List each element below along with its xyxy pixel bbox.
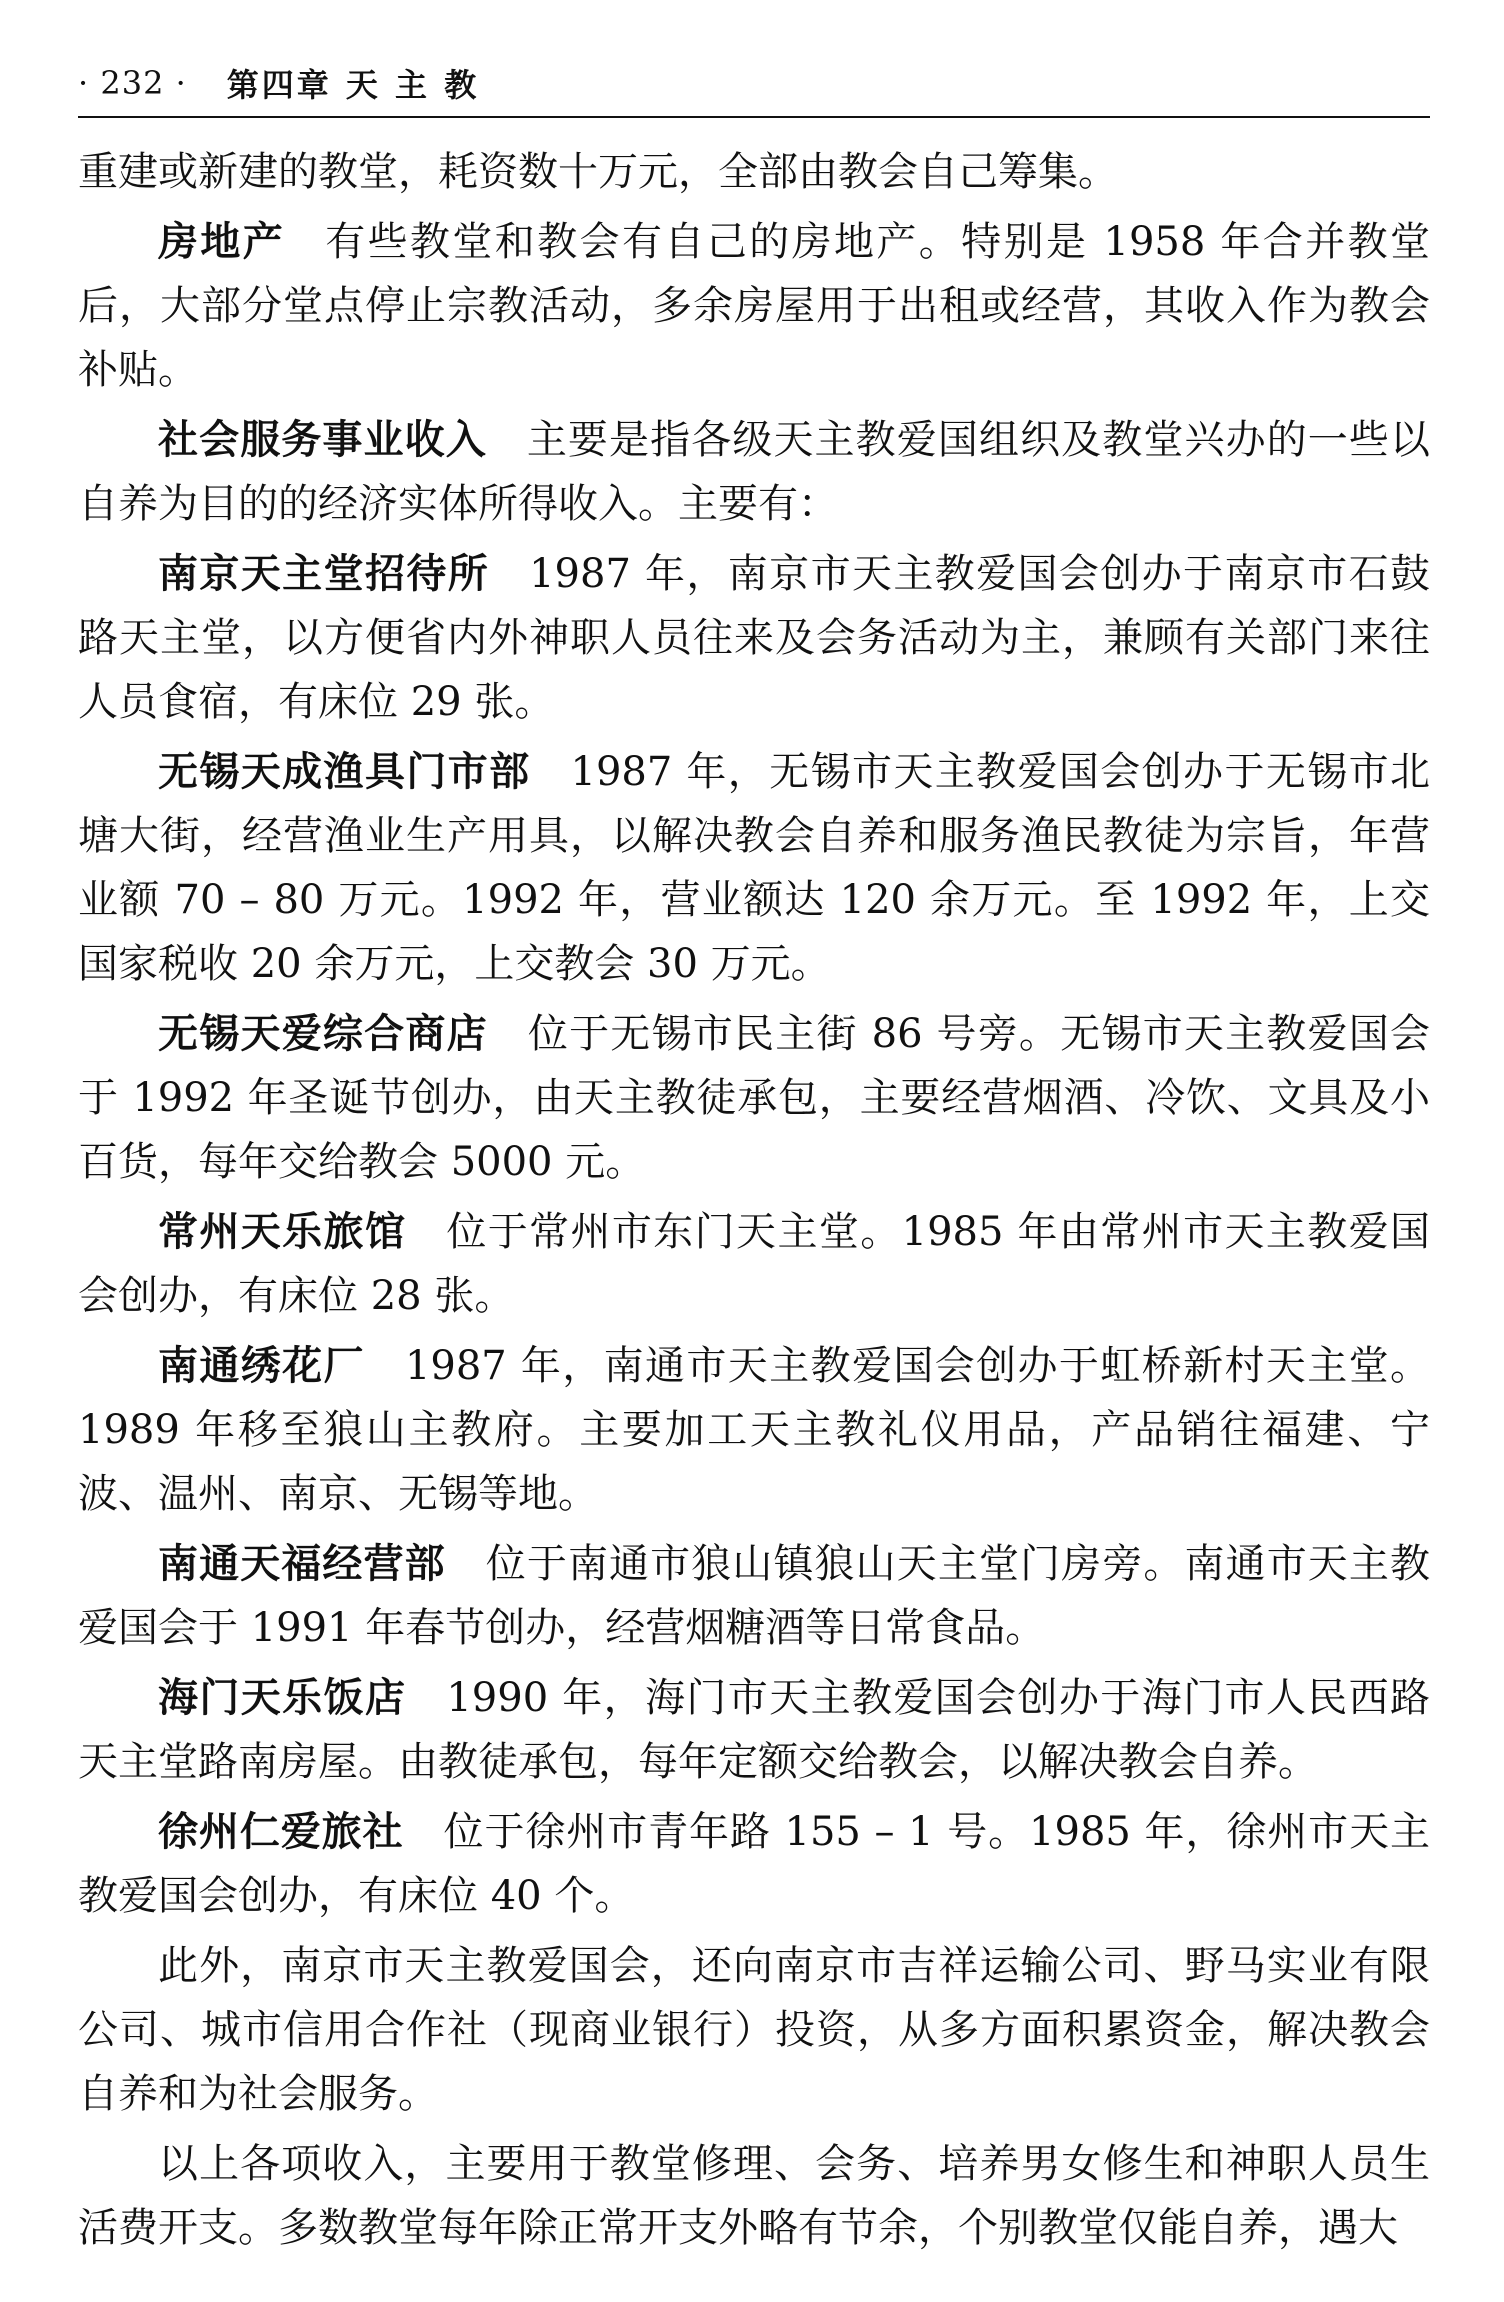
- section-term: 无锡天爱综合商店: [158, 1011, 488, 1057]
- section-term: 南通绣花厂: [158, 1343, 365, 1389]
- section-term: 无锡天成渔具门市部: [158, 749, 531, 795]
- paragraph: [78, 1334, 1430, 1526]
- page-number: · 232 ·: [78, 64, 187, 102]
- paragraph: [78, 1532, 1430, 1660]
- section-term: 南京天主堂招待所: [158, 551, 490, 597]
- paragraph-text: 位于徐州市青年路 155 – 1 号。1985 年，徐州市天主教爱国会创办，有床位 40 个。: [78, 1809, 1431, 1919]
- section-term: 常州天乐旅馆: [158, 1209, 407, 1255]
- paragraph: [78, 1800, 1430, 1928]
- paragraph: [78, 1666, 1430, 1794]
- section-term: 南通天福经营部: [158, 1541, 446, 1587]
- paragraph-text: 1987 年，无锡市天主教爱国会创办于无锡市北塘大街，经营渔业生产用具，以解决教会自养和服务渔民教徒为宗旨，年营业额 70 – 80 万元。1992 年，营业额达 120 余万元。至 1992 年，上交国家税收 20 余万元，上交教会 30 万元。: [78, 749, 1431, 987]
- paragraph: [78, 740, 1430, 996]
- paragraph: [78, 1200, 1430, 1328]
- header-rule: [78, 116, 1430, 118]
- paragraph-text: 位于南通市狼山镇狼山天主堂门房旁。南通市天主教爱国会于 1991 年春节创办，经营烟糖酒等日常食品。: [78, 1541, 1431, 1651]
- paragraph-text: 位于常州市东门天主堂。1985 年由常州市天主教爱国会创办，有床位 28 张。: [78, 1209, 1431, 1319]
- paragraph-text: 1987 年，南通市天主教爱国会创办于虹桥新村天主堂。1989 年移至狼山主教府。主要加工天主教礼仪用品，产品销往福建、宁波、温州、南京、无锡等地。: [78, 1343, 1431, 1517]
- paragraph: [78, 542, 1430, 734]
- paragraph: [78, 408, 1430, 536]
- body-text: [78, 140, 1430, 2266]
- section-term: 徐州仁爱旅社: [158, 1809, 404, 1855]
- paragraph-text: 此外，南京市天主教爱国会，还向南京市吉祥运输公司、野马实业有限公司、城市信用合作社（现商业银行）投资，从多方面积累资金，解决教会自养和为社会服务。: [78, 1943, 1430, 2117]
- paragraph: [78, 210, 1430, 402]
- paragraph: [78, 2132, 1430, 2260]
- section-term: 房地产: [158, 219, 286, 265]
- paragraph-text: 主要是指各级天主教爱国组织及教堂兴办的一些以自养为目的的经济实体所得收入。主要有：: [78, 417, 1430, 527]
- paragraph-text: 位于无锡市民主街 86 号旁。无锡市天主教爱国会于 1992 年圣诞节创办，由天主教徒承包，主要经营烟酒、冷饮、文具及小百货，每年交给教会 5000 元。: [78, 1011, 1431, 1185]
- section-term: 海门天乐饭店: [158, 1675, 407, 1721]
- running-header: [78, 58, 1428, 108]
- paragraph-text: 1990 年，海门市天主教爱国会创办于海门市人民西路天主堂路南房屋。由教徒承包，每年定额交给教会，以解决教会自养。: [78, 1675, 1431, 1785]
- paragraph-text: 重建或新建的教堂，耗资数十万元，全部由教会自己筹集。: [78, 149, 1118, 195]
- paragraph-text: 有些教堂和教会有自己的房地产。特别是 1958 年合并教堂后，大部分堂点停止宗教活动，多余房屋用于出租或经营，其收入作为教会补贴。: [78, 219, 1430, 393]
- paragraph-text: 以上各项收入，主要用于教堂修理、会务、培养男女修生和神职人员生活费开支。多数教堂每年除正常开支外略有节余，个别教堂仅能自养，遇大: [78, 2141, 1430, 2251]
- paragraph-text: 1987 年，南京市天主教爱国会创办于南京市石鼓路天主堂，以方便省内外神职人员往来及会务活动为主，兼顾有关部门来往人员食宿，有床位 29 张。: [78, 551, 1430, 725]
- paragraph: [78, 1002, 1430, 1194]
- paragraph: [78, 1934, 1430, 2126]
- paragraph: [78, 140, 1430, 204]
- chapter-title: 第四章 天 主 教: [226, 66, 480, 104]
- section-term: 社会服务事业收入: [158, 417, 487, 463]
